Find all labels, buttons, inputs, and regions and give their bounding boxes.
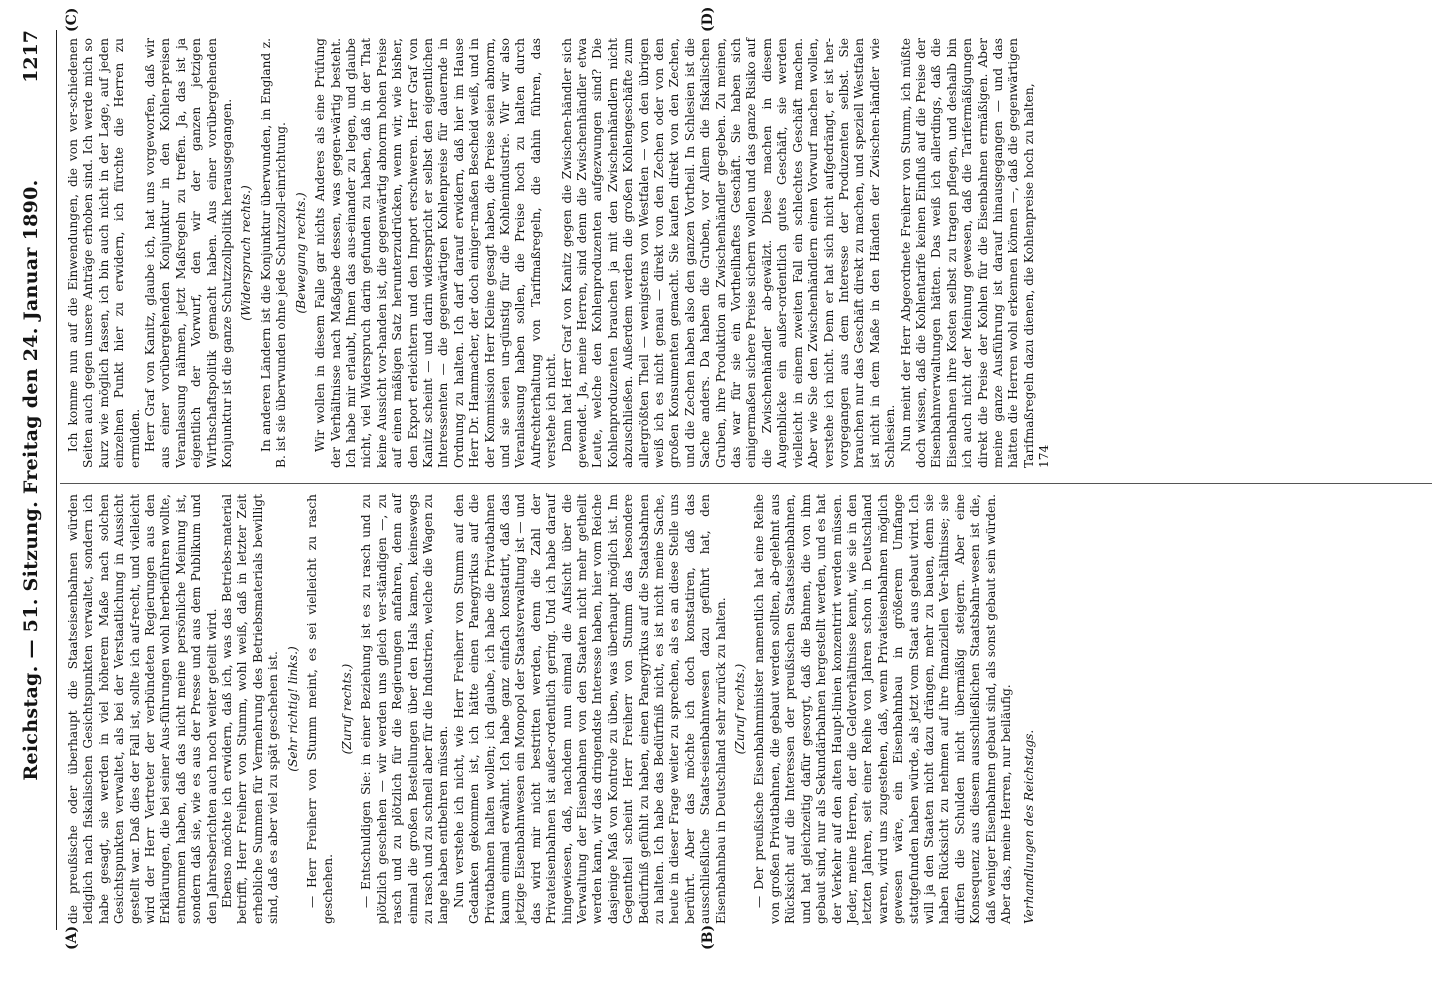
page-header-title: Reichstag. — 51. Sitzung. Freitag den 24. Januar 1890.: [20, 179, 42, 781]
paragraph: Nun verstehe ich nicht, wie Herr Freiherr von Stumm auf den Gedanken gekommen ist, ich hätte einen Panegyrikus auf die Privatbahnen halten wollen; ich glaube, ich habe die Privatbahnen kaum einmal erwähnt. Ich habe ganz einfach konstatirt, daß das jetzige Eisenbahnwesen ein Monopol der Staatsverwaltung ist — und das wird mir nicht bestritten werden, denn die Zahl der Privateisenbahnen ist außer-ordentlich gering. Und ich habe darauf hingewiesen, daß, nachdem nun einmal die Aufsicht über die Verwaltung der Eisenbahnen von den Staaten nicht mehr getheilt werden kann, wir das dringendste Interesse haben, hier vom Reiche dasjenige Maß von Kontrole zu üben, was überhaupt möglich ist. Im Gegentheil scheint Herr Freiherr von Stumm das besondere Bedürfniß gefühlt zu haben, einen Panegyrikus auf die Staatsbahnen zu halten. Ich habe das Bedürfniß nicht, es ist nicht meine Sache, heute in dieser Frage weiter zu sprechen, als es an diese Stelle uns berührt. Aber das möchte ich doch konstatiren, daß das ausschließliche Staats-eisenbahnwesen dazu geführt hat, den Eisenbahnbau in Deutschland sehr zurück zu halten.: [451, 494, 728, 924]
paragraph: 174: [1037, 444, 1052, 468]
margin-letter-b: (B): [700, 924, 716, 950]
margin-letter-d: (D): [700, 6, 716, 32]
paragraph: — Herr Freiherr von Stumm meint, es sei vielleicht zu rasch geschehen.: [305, 494, 335, 924]
interjection: (Widerspruch rechts.): [239, 185, 254, 321]
right-column: [66, 38, 1053, 468]
footer-note: Verhandlungen des Reichstags.: [1022, 729, 1037, 924]
interjection: (Sehr richtig! links.): [285, 646, 300, 772]
paragraph: — Entschuldigen Sie: in einer Beziehung ist es zu rasch und zu plötzlich geschehen — wir werden uns gleich ver-ständigen —, zu rasch und zu plötzlich für die Regierungen anfahren, denn auf einmal die großen Bestellungen über den Hals kamen, keineswegs zu rasch und zu schnell aber für die Industrien, welche die Wagen zu lange haben entbehren müssen.: [359, 494, 451, 924]
paragraph: Ebenso möchte ich erwidern, daß ich, was das Betriebs-material betrifft, Herr Freiherr von Stumm, wohl weiß, daß in letzter Zeit erhebliche Summen für Vermehrung des Betriebsmaterials bewilligt sind, daß es aber viel zu spät geschehen ist.: [220, 494, 281, 924]
paragraph: die preußische oder überhaupt die Staatseisenbahnen würden lediglich nach fiskalischen Gesichtspunkten verwaltet, sondern ich habe gesagt, sie werden in viel höherem Maße nach solchen Gesichtspunkten verwaltet, als bei der Verstaatlichung in Aussicht gestellt war. Daß dies der Fall ist, sollte ich auf-recht, und vielleicht wird der Herr Vertreter der verbündeten Regierungen aus den Erklärungen, die bei seiner Aus-führungen wohl herbeiführen wollte, entnommen haben, daß das nicht meine persönliche Meinung ist, sondern daß sie, wie es aus der Presse und aus dem Publikum und den Jahresberichten auch noch weiter geteilt wird.: [66, 494, 219, 924]
page-header: [20, 30, 52, 930]
paragraph: Wir wollen in diesem Falle gar nichts Anderes als eine Prüfung der Verhältnisse nach Maßgabe dessen, was gegen-wärtig besteht. Ich habe mir erlaubt, Ihnen das aus-einander zu legen, und glaube nicht, viel Widerspruch darin gefunden zu haben, daß in der That keine Aussicht vor-handen ist, die gegenwärtig abnorm hohen Preise auf einen mäßigen Satz herunterzudrücken, wenn wir, wie bisher, den Export erleichtern und den Import erschweren. Herr Graf von Kanitz scheint — und darin widerspricht er selbst den eigentlichen Interessenten — die gegenwärtigen Kohlenpreise für dauernde in Ordnung zu halten. Ich darf darauf erwidern, daß hier im Hause Herr Dr. Hammacher, der doch einiger-maßen Bescheid weiß, und in der Kommission Herr Kleine gesagt haben, die Preise seien abnorm, und sie seien un-günstig für die Kohlenindustrie. Wir wir also Veranlassung haben sollen, die Preise hoch zu halten durch Aufrechterhaltung von Tarifmaßregeln, die dahin führen, das verstehe ich nicht.: [313, 38, 559, 468]
paragraph: Ich komme nun auf die Einwendungen, die von ver-schiedenen Seiten auch gegen unsere Anträge erhoben sind. Ich werde mich so kurz wie möglich fassen, ich bin auch nicht in der Lage, auf jeden einzelnen Punkt hier zu erwidern, ich fürchte die Herren zu ermüden.: [66, 38, 142, 468]
page-number: 1217: [20, 30, 42, 83]
paragraph: Nun meint der Herr Abgeordnete Freiherr von Stumm, ich müßte doch wissen, daß die Kohlentarife keinen Einfluß auf die Preise der Eisenbahnverwaltungen hätten. Das weiß ich allerdings, daß die Eisenbahnen ihre Kosten selbst zu tragen pflegen, und deshalb bin ich auch nicht der Meinung gewesen, daß die Tarifermäßigungen direkt die Preise der Kohlen für die Eisenbahnen ermäßigen. Aber meine ganze Ausführung ist darauf hinausgegangen — und das hätten die Herren wohl erkennen können —, daß die gegenwärtigen Tarifmaßregeln dazu dienen, die Kohlenpreise hoch zu halten,: [898, 38, 1036, 468]
interjection: (Zuruf rechts.): [339, 663, 354, 755]
paragraph: Dann hat Herr Graf von Kanitz gegen die Zwischen-händler sich gewendet. Ja, meine Herren, sind denn die Zwischenhändler etwa Leute, welche den Kohlenproduzenten aufgezwungen sind? Die Kohlenproduzenten brauchen ja mit den Zwischenhändlern nicht abzuschließen. Außerdem werden die großen Kohlengeschäfte zum allergrößten Theil — wenigstens von Westfalen — von den übrigen weiß ich es nicht genau — direkt von den Zechen oder von den großen Konsumenten gemacht. Sie kaufen direkt von den Zechen, und die Zechen haben also den ganzen Vortheil. In Schlesien ist die Sache anders. Da haben die Gruben, vor Allem die fiskalischen Gruben, ihre Produktion an Zwischenhändler ge-geben. Zu meinen, das war für sie ein Vortheilhaftes Geschäft. Sie haben sich einigermaßen sichere Preise sichern wollen und das ganze Risiko auf die Zwischenhändler ab-gewälzt. Diese machen in diesem Augenblicke ein außer-ordentlich gutes Geschäft, sie werden vielleicht in einem zweiten Fall ein schlechtes Geschäft machen. Aber wie Sie den Zwischenhändlern einen Vorwurf machen wollen, verstehe ich nicht. Denn er hat sich nicht aufgedrängt, er ist her-vorgegangen aus dem Interesse der Produzenten selbst. Sie brauchen nur das Geschäft direkt zu machen, und speziell Westfalen ist nicht in dem Maße in den Händen der Zwischen-händler wie Schlesien.: [559, 38, 898, 468]
paragraph: — Der preußische Eisenbahnminister namentlich hat eine Reihe von großen Privatbahnen, die gebaut werden sollten, ab-gelehnt aus Rücksicht auf die Interessen der preußischen Staatseisenbahnen, und hat gleichzeitig dafür gesorgt, daß die Bahnen, die von ihm gebaut sind, nur als Sekundärbahnen hergestellt werden, und es hat der Verkehr auf den alten Haupt-linien konzentrirt werden müssen. Jeder, meine Herren, der die Geldverhältnisse kennt, wie sie in den letzten Jahren, seit einer Reihe von Jahren schon in Deutschland waren, wird uns zugestehen, daß, wenn Privateisenbahnen möglich gewesen wäre, ein Eisenbahnbau in größerem Umfange stattgefunden haben würde, als jetzt vom Staat aus gebaut wird. Ich will ja den Staaten nicht dazu drängen, mehr zu bauen, denn sie haben Rücksicht zu nehmen auf ihre finanziellen Ver-hältnisse; sie dürfen die Schulden nicht übermäßig steigern. Aber eine Konsequenz aus diesem ausschließlichen Staatsbahn-wesen ist die, daß weniger Eisenbahnen gebaut sind, als sonst gebaut sein würden. Aber das, meine Herren, nur beiläufig.: [752, 494, 1013, 924]
left-column: [66, 494, 1038, 924]
paragraph: Herr Graf von Kanitz, glaube ich, hat uns vorgeworfen, daß wir aus einer vorübergehenden Konjunktur in den Kohlen-preisen Veranlassung nähmen, jetzt Maßregeln zu treffen. Ja, das ist ja eigentlich der Vorwurf, den wir der ganzen jetzigen Wirthschaftspolitik gemacht haben. Aus einer vorübergehenden Konjunktur ist die ganze Schutzzollpolitik herausgegangen.: [143, 38, 235, 468]
margin-letter-c: (C): [64, 7, 80, 32]
interjection: (Bewegung rechts.): [293, 192, 308, 314]
margin-letter-a: (A): [64, 925, 80, 950]
column-divider: [60, 483, 1432, 484]
header-rule: [56, 30, 57, 930]
interjection: (Zuruf rechts.): [733, 663, 748, 755]
paragraph: In anderen Ländern ist die Konjunktur überwunden, in England z. B. ist sie überwunden ohne jede Schutzzoll-einrichtung.: [258, 38, 289, 468]
